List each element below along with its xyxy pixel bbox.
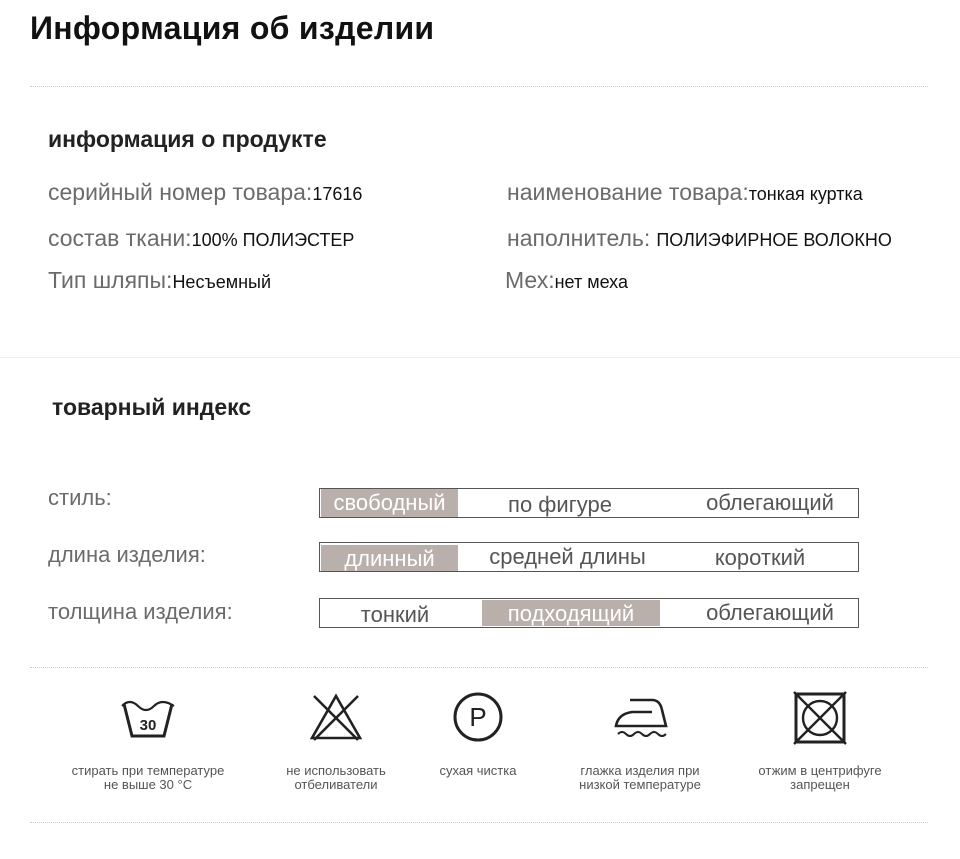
care-caption-line: запрещен bbox=[790, 777, 850, 792]
wash-30-icon bbox=[116, 690, 180, 742]
field-value: нет меха bbox=[554, 272, 628, 292]
index-option: короткий bbox=[714, 545, 806, 570]
field-label: состав ткани: bbox=[48, 225, 192, 251]
index-option-selected: подходящий bbox=[482, 600, 660, 626]
field-fur bbox=[505, 267, 628, 294]
page-title: Информация об изделии bbox=[30, 10, 435, 46]
product-index-heading: товарный индекс bbox=[52, 394, 252, 420]
index-option: по фигуре bbox=[508, 492, 612, 517]
care-caption bbox=[388, 764, 568, 778]
care-caption-line: отжим в центрифуге bbox=[758, 763, 882, 778]
field-value: тонкая куртка bbox=[748, 184, 863, 204]
no-bleach-icon bbox=[304, 690, 368, 742]
title-divider bbox=[30, 86, 928, 87]
care-caption-line: не использовать bbox=[286, 763, 386, 778]
care-caption-line: низкой температуре bbox=[579, 777, 701, 792]
care-divider-bottom bbox=[30, 822, 928, 823]
field-fabric-composition bbox=[48, 225, 354, 252]
index-option: средней длины bbox=[489, 544, 646, 569]
care-divider-top bbox=[30, 667, 928, 668]
field-label: серийный номер товара: bbox=[48, 179, 313, 205]
care-caption bbox=[730, 764, 910, 792]
field-value: ПОЛИЭФИРНОЕ ВОЛОКНО bbox=[656, 230, 892, 250]
care-caption bbox=[550, 764, 730, 792]
care-item-dryclean bbox=[388, 690, 568, 778]
index-option: облегающий bbox=[706, 600, 834, 625]
index-option: тонкий bbox=[360, 602, 430, 627]
care-caption-line: не выше 30 °C bbox=[103, 777, 193, 792]
field-value: 17616 bbox=[312, 184, 363, 204]
field-label: Мех: bbox=[505, 267, 555, 293]
field-serial-number bbox=[48, 179, 362, 206]
care-item-tumble bbox=[730, 690, 910, 792]
index-label-thickness: толщина изделия: bbox=[48, 599, 233, 624]
field-filler bbox=[507, 225, 892, 252]
care-caption-line: стирать при температуре bbox=[71, 763, 225, 778]
index-scale-thickness bbox=[319, 598, 859, 628]
index-label-style: стиль: bbox=[48, 485, 112, 510]
field-label: Тип шляпы: bbox=[48, 267, 173, 293]
index-option-selected: длинный bbox=[321, 545, 458, 571]
field-product-name bbox=[507, 179, 863, 206]
no-tumble-dry-icon bbox=[788, 690, 852, 746]
index-option-selected: свободный bbox=[321, 489, 458, 517]
product-info-heading: информация о продукте bbox=[48, 126, 327, 152]
field-value: 100% ПОЛИЭСТЕР bbox=[191, 230, 355, 250]
dry-clean-p-icon bbox=[446, 690, 510, 742]
care-caption-line: глажка изделия при bbox=[580, 763, 700, 778]
section-divider bbox=[0, 357, 960, 358]
index-scale-length bbox=[319, 542, 859, 572]
dry-clean-letter: P bbox=[469, 702, 487, 732]
index-scale-style bbox=[319, 488, 859, 518]
field-label: наполнитель: bbox=[507, 225, 651, 251]
care-caption bbox=[58, 764, 238, 792]
index-label-length: длина изделия: bbox=[48, 542, 206, 567]
care-caption-line: сухая чистка bbox=[439, 763, 517, 778]
iron-low-icon bbox=[608, 690, 672, 742]
care-item-wash bbox=[58, 690, 238, 792]
wash-temperature: 30 bbox=[139, 717, 157, 734]
field-hood-type bbox=[48, 267, 271, 294]
care-caption-line: отбеливатели bbox=[294, 777, 378, 792]
care-item-iron bbox=[550, 690, 730, 792]
index-option: облегающий bbox=[706, 490, 834, 515]
field-value: Несъемный bbox=[172, 272, 272, 292]
field-label: наименование товара: bbox=[507, 179, 749, 205]
